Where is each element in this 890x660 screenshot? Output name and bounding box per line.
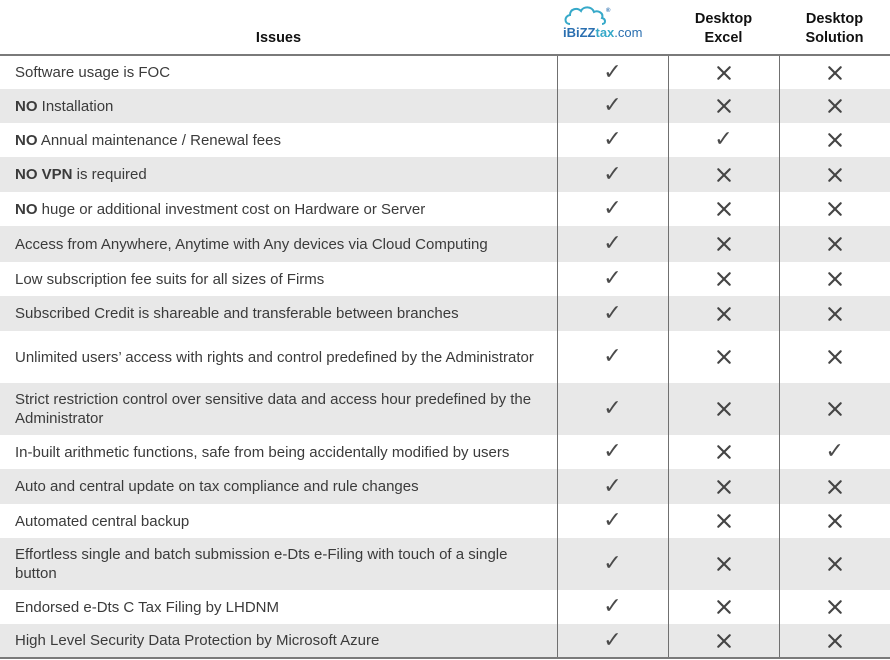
desktop-solution-mark-cell <box>779 123 890 157</box>
cross-icon <box>713 62 735 84</box>
desktop-solution-mark-cell <box>779 55 890 89</box>
cross-icon <box>713 596 735 618</box>
check-icon: ✓ <box>603 344 622 369</box>
check-icon: ✓ <box>825 439 844 464</box>
table-row <box>0 89 890 123</box>
issue-text: Installation <box>37 97 114 115</box>
desktop-excel-mark-cell <box>668 538 779 590</box>
ibizztax-mark-cell <box>557 296 668 331</box>
check-icon: ✓ <box>603 473 622 499</box>
table-row <box>0 55 890 89</box>
cross-icon <box>713 95 735 117</box>
desktop-excel-mark-cell <box>668 383 779 435</box>
desktop-solution-mark-cell <box>779 89 890 123</box>
check-icon: ✓ <box>603 266 622 291</box>
desktop-excel-mark-cell <box>668 55 779 89</box>
issue-cell <box>0 296 557 331</box>
desktop-excel-mark-cell <box>668 469 779 504</box>
issue-keyword: NO <box>15 131 38 149</box>
issue-text: Automated central backup <box>15 512 190 530</box>
cross-icon <box>824 510 846 532</box>
cross-icon <box>824 596 846 618</box>
check-icon: ✓ <box>603 551 622 576</box>
ibizztax-mark-cell <box>557 226 668 262</box>
table-row <box>0 192 890 226</box>
desktop-solution-mark-cell <box>779 469 890 504</box>
desktop-excel-mark-cell <box>668 590 779 624</box>
ibizztax-column-header <box>557 0 668 55</box>
ibizztax-mark-cell <box>557 262 668 296</box>
check-icon: ✓ <box>603 127 622 152</box>
issue-cell <box>0 331 557 383</box>
table-row <box>0 383 890 435</box>
issue-cell <box>0 383 557 435</box>
ibizztax-mark-cell <box>557 590 668 624</box>
desktop-solution-mark-cell <box>779 296 890 331</box>
cross-icon <box>713 164 735 186</box>
cross-icon <box>713 233 735 255</box>
table-row <box>0 624 890 658</box>
cross-icon <box>824 198 846 220</box>
issue-text: huge or additional investment cost on Hardware or Server <box>37 200 426 218</box>
cross-icon <box>824 268 846 290</box>
cross-icon <box>713 346 735 368</box>
table-row <box>0 157 890 192</box>
cross-icon <box>824 233 846 255</box>
cross-icon <box>824 476 846 498</box>
desktop-solution-mark-cell <box>779 157 890 192</box>
ibizztax-mark-cell <box>557 157 668 192</box>
table-row <box>0 296 890 331</box>
desktop-solution-mark-cell <box>779 435 890 469</box>
check-icon: ✓ <box>603 161 622 187</box>
issue-cell <box>0 504 557 538</box>
desktop-excel-mark-cell <box>668 331 779 383</box>
desktop-excel-mark-cell <box>668 435 779 469</box>
cross-icon <box>713 510 735 532</box>
desktop-solution-mark-cell <box>779 590 890 624</box>
cross-icon <box>824 164 846 186</box>
check-icon: ✓ <box>603 231 622 256</box>
table-row <box>0 262 890 296</box>
table-row <box>0 123 890 157</box>
cross-icon <box>713 303 735 325</box>
desktop-excel-mark-cell <box>668 123 779 157</box>
issue-text: Endorsed e-Dts C Tax Filing by LHDNM <box>15 598 279 616</box>
svg-text:®: ® <box>605 8 610 14</box>
check-icon: ✓ <box>603 300 622 326</box>
cross-icon <box>824 630 846 652</box>
issue-keyword: NO VPN <box>15 166 73 183</box>
check-icon: ✓ <box>603 396 622 421</box>
table-row <box>0 504 890 538</box>
desktop-solution-mark-cell <box>779 226 890 262</box>
cross-icon <box>713 268 735 290</box>
cross-icon <box>713 630 735 652</box>
check-icon: ✓ <box>603 508 622 533</box>
cross-icon <box>824 398 846 420</box>
desktop-excel-mark-cell <box>668 624 779 658</box>
ibizztax-mark-cell <box>557 55 668 89</box>
ibizztax-mark-cell <box>557 192 668 226</box>
issue-cell <box>0 89 557 123</box>
issue-cell <box>0 55 557 89</box>
desktop-solution-mark-cell <box>779 504 890 538</box>
issue-cell <box>0 157 557 192</box>
desktop-excel-mark-cell <box>668 157 779 192</box>
ibizztax-mark-cell <box>557 538 668 590</box>
issue-text: Software usage is FOC <box>15 64 171 81</box>
ibizztax-logo <box>562 0 664 42</box>
ibizztax-mark-cell <box>557 504 668 538</box>
issue-text: is required <box>72 166 147 183</box>
cross-icon <box>713 398 735 420</box>
desktop-solution-mark-cell <box>779 262 890 296</box>
issue-text: Subscribed Credit is shareable and transferable between branches <box>15 305 459 322</box>
cross-icon <box>713 553 735 575</box>
header-row <box>0 0 890 55</box>
table-row <box>0 435 890 469</box>
issue-cell <box>0 123 557 157</box>
cross-icon <box>824 553 846 575</box>
issue-text: In-built arithmetic functions, safe from being accidentally modified by users <box>15 443 510 461</box>
table-row <box>0 331 890 383</box>
issue-cell <box>0 469 557 504</box>
issue-cell <box>0 262 557 296</box>
cross-icon <box>713 198 735 220</box>
check-icon: ✓ <box>603 627 622 653</box>
desktop-solution-column-header: Desktop Solution <box>779 0 890 55</box>
desktop-excel-mark-cell <box>668 504 779 538</box>
check-icon: ✓ <box>603 196 622 221</box>
cross-icon <box>824 95 846 117</box>
svg-text:iBiZZtax.com: iBiZZtax.com <box>562 25 642 40</box>
ibizztax-mark-cell <box>557 435 668 469</box>
issue-text: Effortless single and batch submission e-Dts e-Filing with touch of a single button <box>15 546 508 582</box>
desktop-solution-mark-cell <box>779 383 890 435</box>
issues-column-header: Issues <box>0 0 557 55</box>
desktop-excel-mark-cell <box>668 89 779 123</box>
desktop-solution-mark-cell <box>779 538 890 590</box>
table-row <box>0 590 890 624</box>
ibizztax-mark-cell <box>557 469 668 504</box>
desktop-excel-mark-cell <box>668 192 779 226</box>
issue-cell <box>0 226 557 262</box>
check-icon: ✓ <box>603 594 622 619</box>
check-icon: ✓ <box>603 439 622 464</box>
issue-text: Unlimited users’ access with rights and control predefined by the Administrator <box>15 348 534 366</box>
issue-cell <box>0 192 557 226</box>
cross-icon <box>824 303 846 325</box>
issue-text: High Level Security Data Protection by Microsoft Azure <box>15 632 380 649</box>
ibizztax-mark-cell <box>557 383 668 435</box>
issue-text: Strict restriction control over sensitive data and access hour predefined by the Administrator <box>15 391 532 427</box>
issue-cell <box>0 538 557 590</box>
table-row <box>0 538 890 590</box>
cross-icon <box>824 129 846 151</box>
cross-icon <box>824 62 846 84</box>
cross-icon <box>824 346 846 368</box>
issue-text: Low subscription fee suits for all sizes of Firms <box>15 270 325 288</box>
cross-icon <box>713 441 735 463</box>
ibizztax-mark-cell <box>557 89 668 123</box>
table-row <box>0 469 890 504</box>
issue-text: Annual maintenance / Renewal fees <box>37 131 281 149</box>
desktop-excel-mark-cell <box>668 226 779 262</box>
issue-cell <box>0 435 557 469</box>
table-row <box>0 226 890 262</box>
check-icon: ✓ <box>603 59 622 85</box>
cross-icon <box>713 476 735 498</box>
check-icon: ✓ <box>714 127 733 152</box>
desktop-solution-mark-cell <box>779 624 890 658</box>
desktop-solution-mark-cell <box>779 192 890 226</box>
desktop-excel-column-header: Desktop Excel <box>668 0 779 55</box>
issue-text: Auto and central update on tax compliance and rule changes <box>15 478 419 495</box>
issue-cell <box>0 624 557 658</box>
issue-keyword: NO <box>15 200 38 218</box>
issue-keyword: NO <box>15 97 38 115</box>
ibizztax-mark-cell <box>557 123 668 157</box>
desktop-excel-mark-cell <box>668 262 779 296</box>
ibizztax-mark-cell <box>557 331 668 383</box>
desktop-excel-mark-cell <box>668 296 779 331</box>
check-icon: ✓ <box>603 93 622 118</box>
ibizztax-mark-cell <box>557 624 668 658</box>
issue-cell <box>0 590 557 624</box>
issue-text: Access from Anywhere, Anytime with Any devices via Cloud Computing <box>15 235 488 253</box>
desktop-solution-mark-cell <box>779 331 890 383</box>
